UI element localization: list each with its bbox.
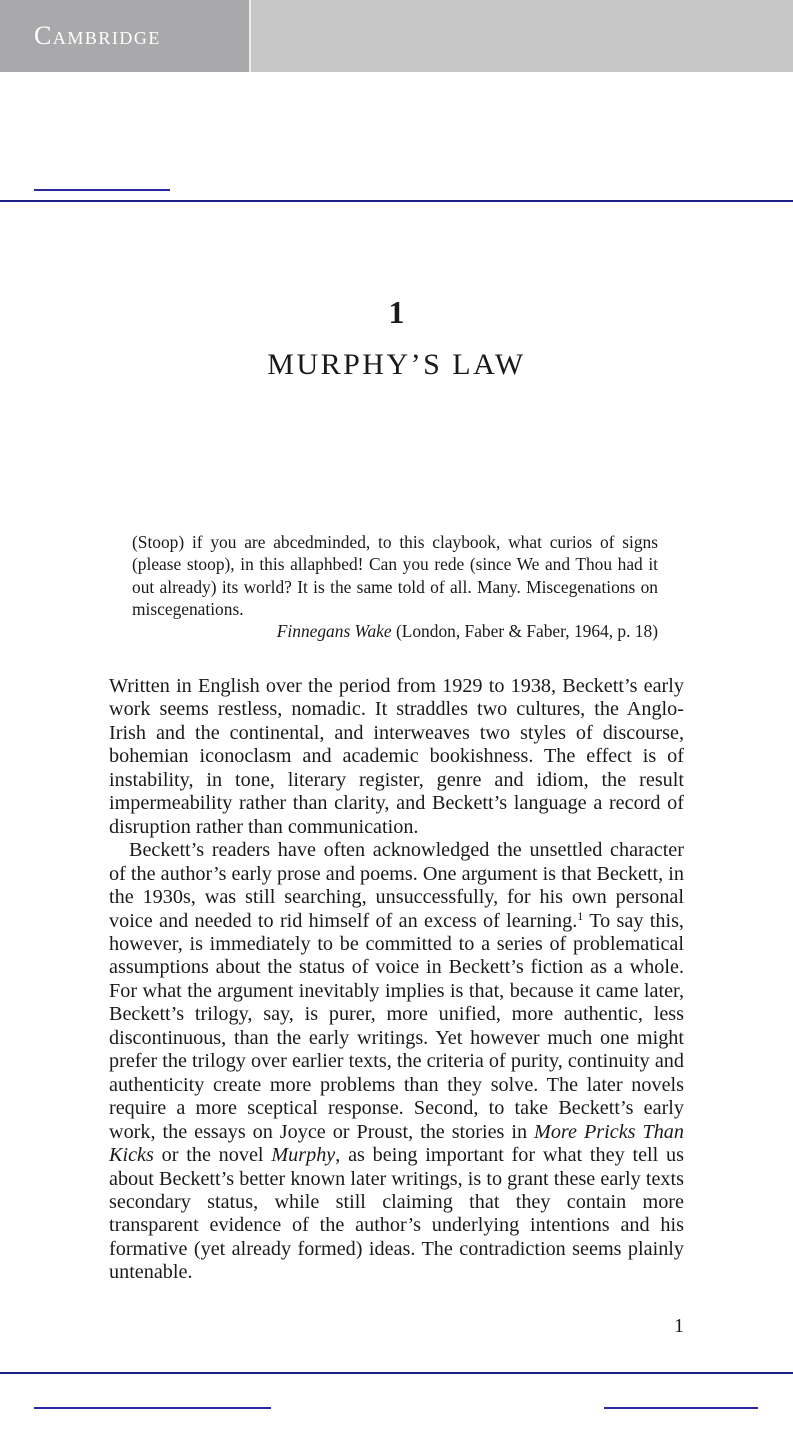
header-divider [249, 0, 251, 72]
page-number: 1 [674, 1315, 684, 1337]
chapter-number: 1 [388, 294, 405, 330]
title-murphy: Murphy [271, 1144, 336, 1167]
chapter-title: MURPHY’S LAW [267, 348, 526, 381]
bottom-left-link-underline[interactable] [34, 1407, 271, 1409]
epigraph-text: (Stoop) if you are abcedminded, to this claybook, what curios of signs (please stoop), in this allaphbed! Can you rede (since We and Thou had it out already) its world? It is the same told of all. Many. Miscegenations on miscegenations. [132, 532, 658, 619]
epigraph-attribution [132, 620, 658, 642]
epigraph [132, 531, 658, 642]
paragraph-2-part-d: , as being important for what they tell us about Beckett’s better known later writings, is to grant these early texts secondary status, while still claiming that they contain more transparent evidence of the author’s underlying intentions and his formative (yet already formed) ideas. The contradiction seems plainly untenable. [109, 1144, 684, 1284]
paragraph-2-part-a: Beckett’s readers have often acknowledged the unsettled character of the author’s early prose and poems. One argument is that Beckett, in the 1930s, was still searching, unsuccessfully, for his own personal voice and needed to rid himself of an excess of learning. [109, 839, 684, 932]
paragraph-1: Written in English over the period from 1929 to 1938, Beckett’s early work seems restless, nomadic. It straddles two cultures, the Anglo-Irish and the continental, and interweaves two styles of discourse, bohemian iconoclasm and academic bookishness. The effect is of instability, in tone, literary register, genre and idiom, the result impermeability rather than clarity, and Beckett’s language a record of disruption rather than communication. [109, 675, 684, 838]
bottom-right-link-underline[interactable] [604, 1407, 758, 1409]
bottom-rule [0, 1372, 793, 1374]
epigraph-source-title: Finnegans Wake [276, 621, 392, 642]
title-more-pricks-than-kicks: More Pricks Than Kicks [109, 1120, 684, 1167]
body-text [109, 675, 684, 1285]
paragraph-2-part-c: or the novel [153, 1144, 272, 1167]
footnote-marker[interactable]: 1 [577, 908, 584, 923]
header-brand-panel [0, 0, 249, 72]
top-link-underline[interactable] [34, 189, 170, 191]
epigraph-source-details: (London, Faber & Faber, 1964, p. 18) [391, 621, 658, 642]
top-rule [0, 200, 793, 202]
paragraph-2 [109, 839, 684, 1285]
publisher-logo: Cambridge [34, 21, 161, 50]
paragraph-2-part-b: To say this, however, is immediately to be committed to a series of problematical assumptions about the status of voice in Beckett’s fiction as a whole. For what the argument inevitably implies is that, because it came later, Beckett’s trilogy, say, is purer, more unified, more authentic, less discontinuous, than the early writings. Yet however much one might prefer the trilogy over earlier texts, the criteria of purity, continuity and authenticity create more problems than they solve. The later novels require a more sceptical response. Second, to take Beckett’s early work, the essays on Joyce or Proust, the stories in [109, 909, 684, 1143]
publisher-header-bar [0, 0, 793, 72]
